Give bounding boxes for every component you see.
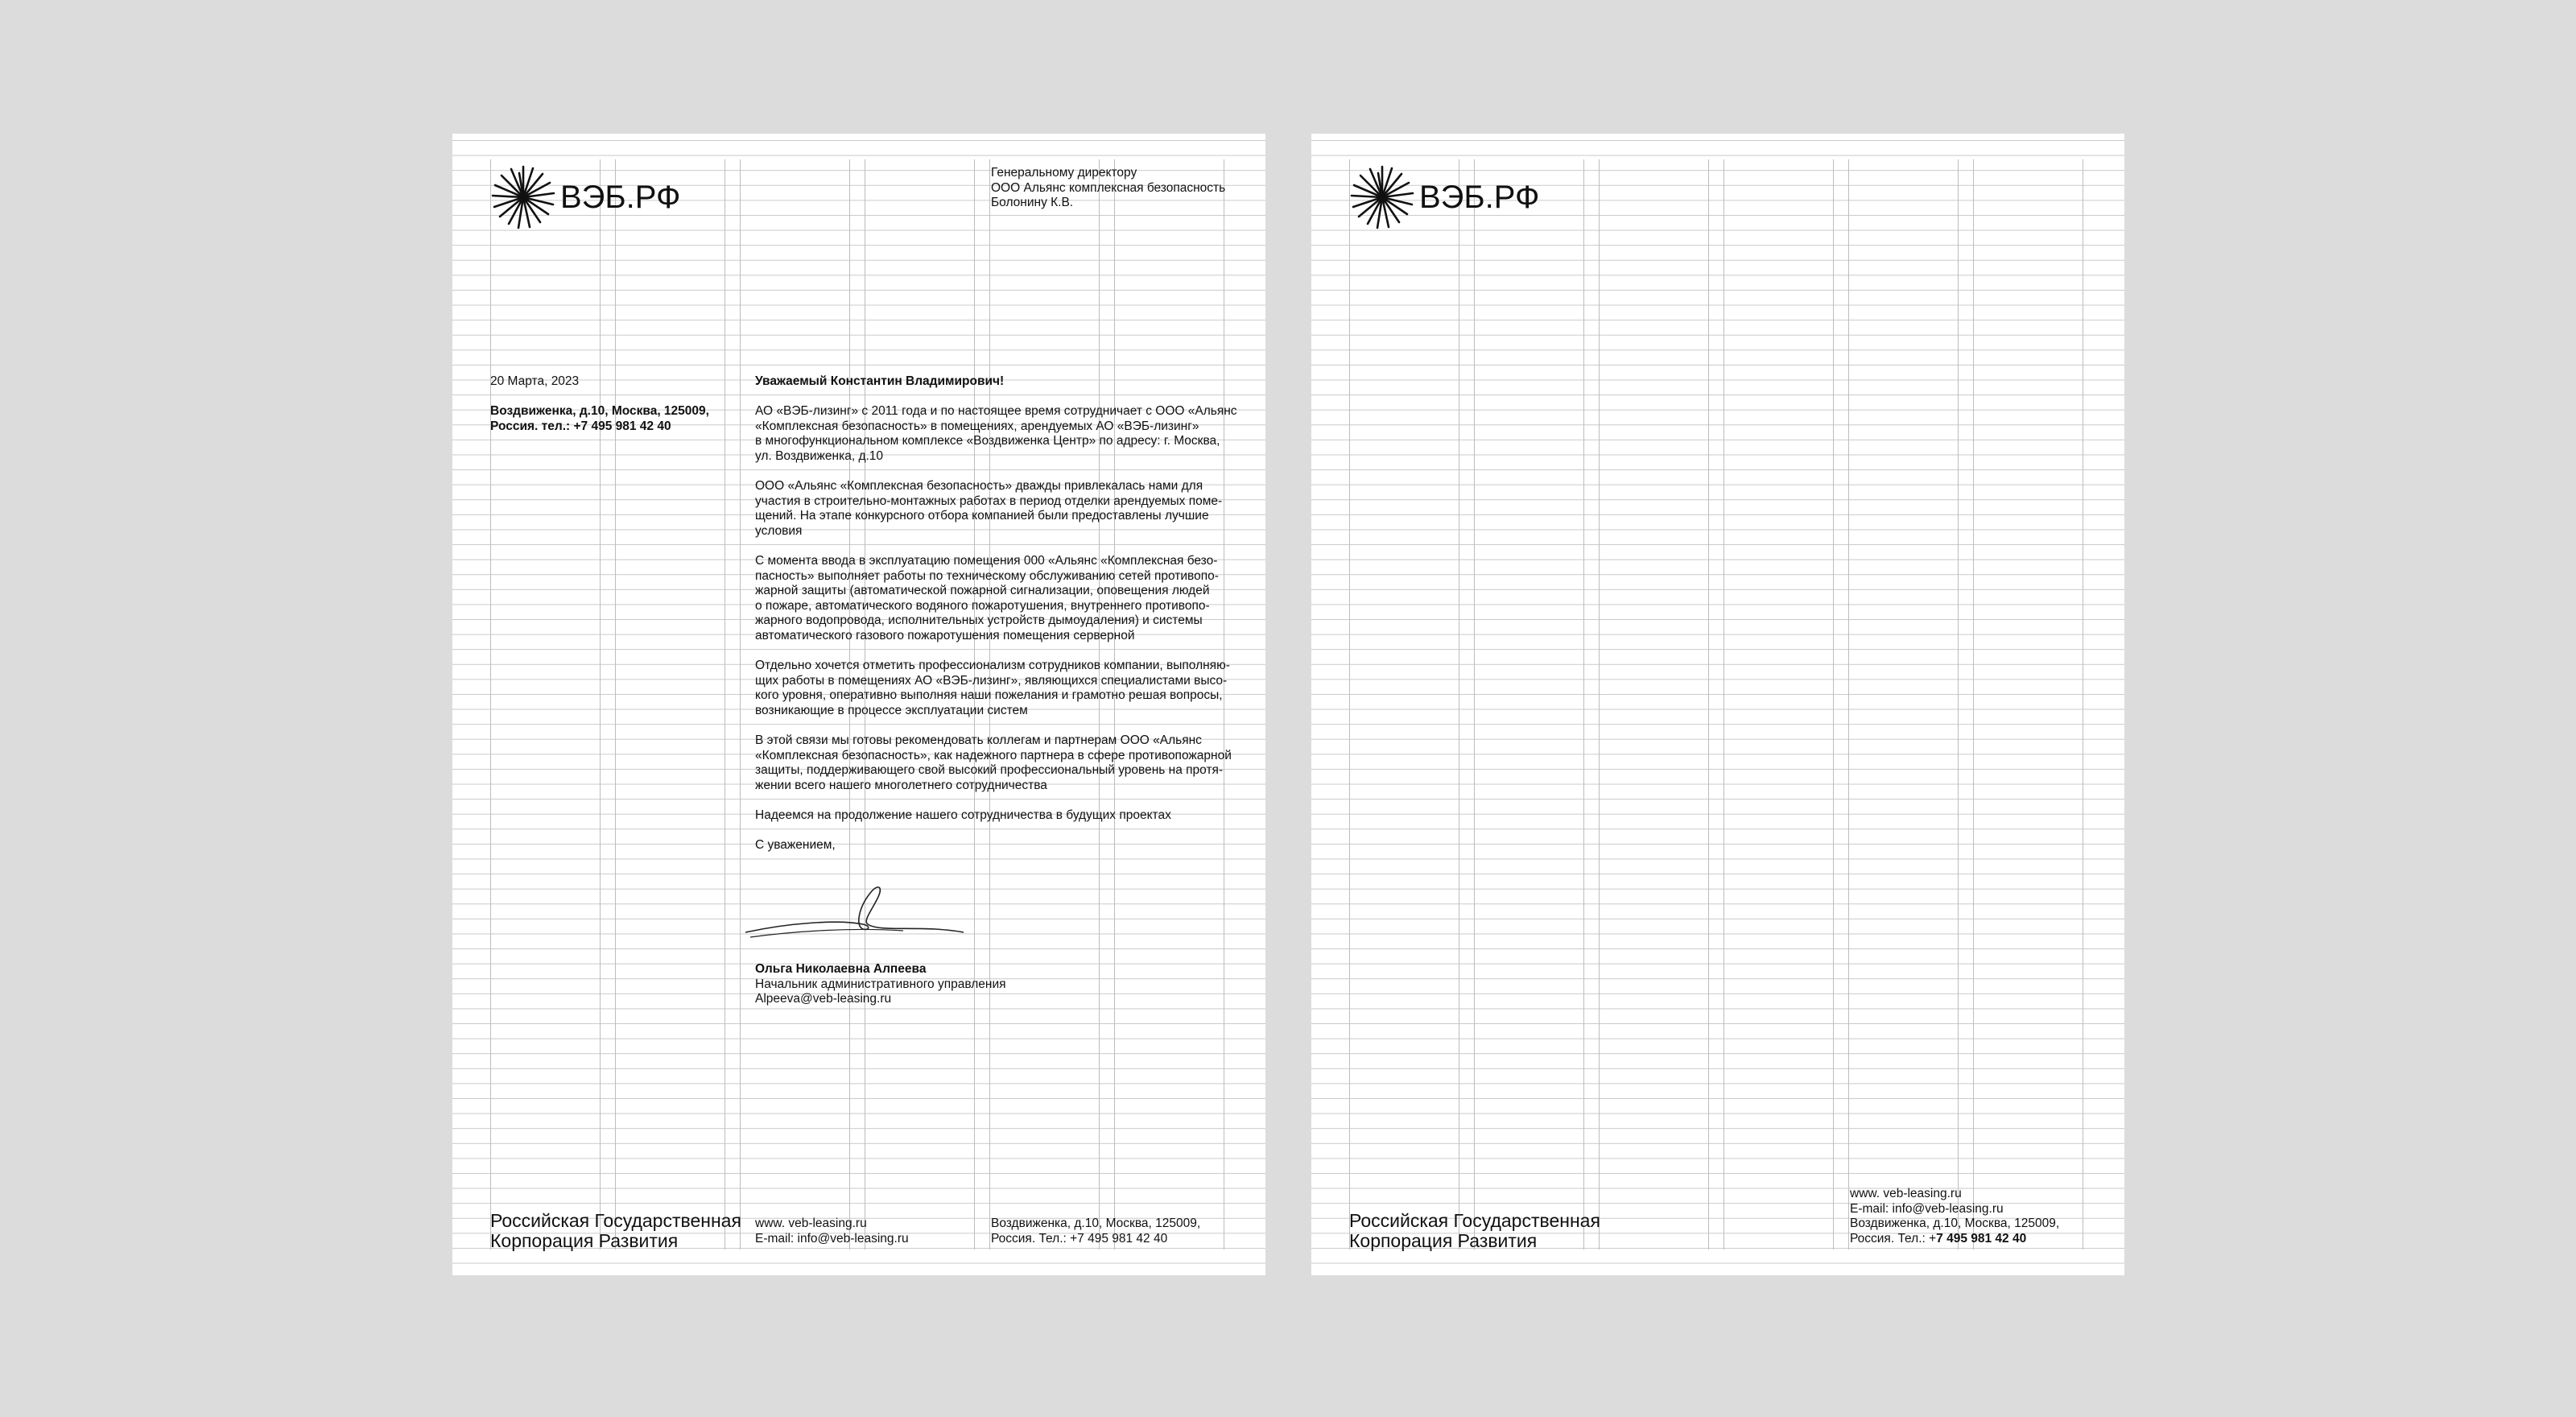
footer-email: E-mail: info@veb-leasing.ru [1850,1202,2004,1216]
corp-name: Российская Государственная Корпорация Развития [490,1210,741,1251]
starburst-icon [1350,165,1414,229]
paragraph-2: ООО «Альянс «Комплексная безопасность» дважды привлекалась нами для участия в строительно-монтажных работах в период отделки арендуемых поме- щений. На этапе конкурсного отбора компанией были предоставлены лучшие условия [755,479,1223,538]
signer-title: Начальник административного управления [755,977,1006,991]
footer-phone-line [1850,1232,2026,1247]
veb-logo [491,161,680,233]
paragraph-5: В этой связи мы готовы рекомендовать коллегам и партнерам ООО «Альянс «Комплексная безопасность», как надежного партнера в сфере противопожарной защиты, поддерживающего свой высокий профессиональный уровень на протя- жении всего нашего многолетнего сотрудничества [755,733,1232,792]
letter-date: 20 Марта, 2023 [490,374,580,388]
starburst-icon [491,165,555,229]
logo-wordmark: ВЭБ.РФ [1419,179,1540,215]
signature-image [742,874,968,947]
footer-web: www. veb-leasing.ru [1850,1187,1962,1200]
paragraph-3: С момента ввода в эксплуатацию помещения 000 «Альянс «Комплексная безо- пасность» выполняет работы по техническому обслуживанию сетей противопо- жарной защиты (автоматической пожарной сигнализации, оповещения людей о пожаре, автоматического водяного пожаротушения, внутреннего противопо- жарного водопровода, исполнительных устройств дымоудаления) и системы автоматического газового пожаротушения помещения серверной [755,554,1219,642]
signer-email: Alpeeva@veb-leasing.ru [755,992,892,1006]
paragraph-6: Надеемся на продолжение нашего сотрудничества в будущих проектах [755,808,1171,822]
footer-phone-label: Россия. Тел.: + [1850,1232,1937,1246]
corp-name: Российская Государственная Корпорация Развития [1349,1210,1600,1251]
sender-address: Воздвиженка, д.10, Москва, 125009, Россия. тел.: +7 495 981 42 40 [490,404,709,433]
blank-letterhead-page [1311,134,2124,1275]
letter-page [452,134,1265,1275]
footer-phone: 7 495 981 42 40 [1936,1232,2027,1246]
footer-web-email: www. veb-leasing.ru E-mail: info@veb-leasing.ru [755,1217,909,1246]
closing: С уважением, [755,838,836,852]
paragraph-1: АО «ВЭБ-лизинг» с 2011 года и по настоящее время сотрудничает с ООО «Альянс «Комплексная безопасность» в помещениях, арендуемых АО «ВЭБ-лизинг» в многофункциональном комплексе «Воздвиженка Центр» по адресу: г. Москва, ул. Воздвиженка, д.10 [755,404,1237,463]
logo-wordmark: ВЭБ.РФ [560,179,681,215]
signer-name: Ольга Николаевна Алпеева [755,962,927,976]
recipient-block: Генеральному директору ООО Альянс комплексная безопасность Болонину К.В. [991,166,1226,210]
salutation: Уважаемый Константин Владимирович! [755,374,1005,388]
paragraph-4: Отдельно хочется отметить профессионализм сотрудников компании, выполняю- щих работы в помещениях АО «ВЭБ-лизинг», являющихся специалистами высо- кого уровня, оперативно выполняя наши пожелания и грамотно решая вопросы, возникающие в процессе эксплуатации систем [755,659,1230,717]
footer-address-phone: Воздвиженка, д.10, Москва, 125009, Россия. Тел.: +7 495 981 42 40 [991,1217,1201,1246]
veb-logo [1350,161,1539,233]
footer-address: Воздвиженка, д.10, Москва, 125009, [1850,1217,2060,1230]
